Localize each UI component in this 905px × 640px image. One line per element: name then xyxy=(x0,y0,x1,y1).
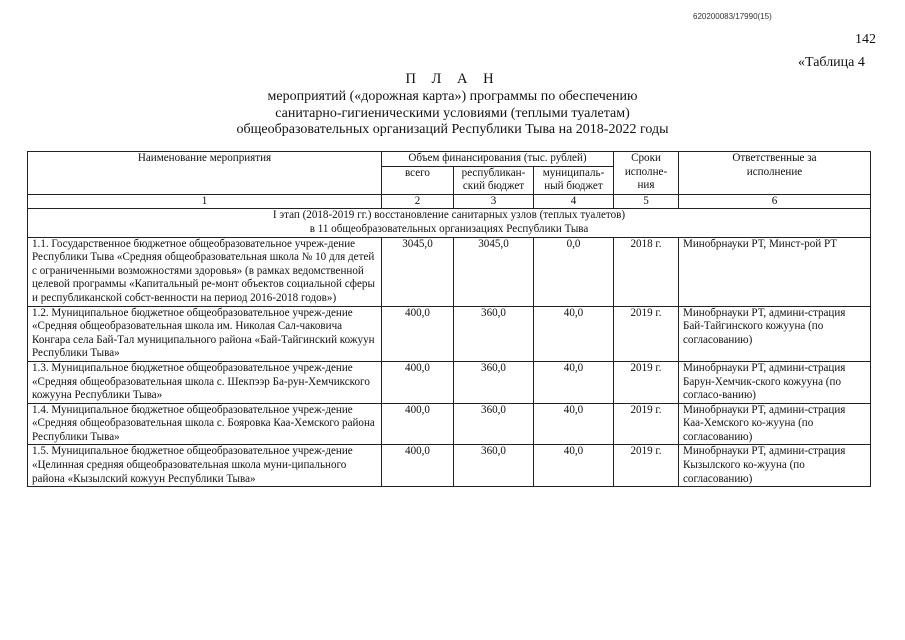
table-row xyxy=(28,403,871,445)
header-total: всего xyxy=(382,166,454,194)
column-number: 5 xyxy=(614,194,679,209)
header-municipal: муниципаль-ный бюджет xyxy=(534,166,614,194)
column-number: 6 xyxy=(679,194,871,209)
column-numbers-row xyxy=(28,194,871,209)
funding-municipal: 40,0 xyxy=(534,306,614,361)
funding-municipal: 40,0 xyxy=(534,403,614,445)
column-number: 1 xyxy=(28,194,382,209)
column-number: 3 xyxy=(454,194,534,209)
table-row xyxy=(28,237,871,306)
header-responsible: Ответственные за исполнение xyxy=(679,152,871,195)
funding-municipal: 40,0 xyxy=(534,361,614,403)
plan-table xyxy=(27,151,871,487)
responsible: Минобрнауки РТ, админи-страция Кызылского ко-жууна (по согласованию) xyxy=(679,445,871,487)
deadline: 2018 г. xyxy=(614,237,679,306)
funding-total: 400,0 xyxy=(382,361,454,403)
deadline: 2019 г. xyxy=(614,361,679,403)
funding-republic: 3045,0 xyxy=(454,237,534,306)
subtitle-line: общеобразовательных организаций Республики Тыва на 2018-2022 годы xyxy=(236,122,669,137)
funding-total: 400,0 xyxy=(382,445,454,487)
column-number: 4 xyxy=(534,194,614,209)
funding-municipal: 0,0 xyxy=(534,237,614,306)
funding-municipal: 40,0 xyxy=(534,445,614,487)
header-name: Наименование мероприятия xyxy=(28,152,382,195)
deadline: 2019 г. xyxy=(614,306,679,361)
deadline: 2019 г. xyxy=(614,403,679,445)
subtitle-line: мероприятий («дорожная карта») программы по обеспечению xyxy=(267,89,638,104)
funding-republic: 360,0 xyxy=(454,306,534,361)
table-number: «Таблица 4 xyxy=(798,55,865,70)
responsible: Минобрнауки РТ, админи-страция Барун-Хемчик-ского кожууна (по согласо-ванию) xyxy=(679,361,871,403)
document-title: П Л А Н xyxy=(405,71,500,87)
stage-line: I этап (2018-2019 гг.) восстановление санитарных узлов (теплых туалетов) xyxy=(272,209,626,222)
funding-total: 400,0 xyxy=(382,306,454,361)
activity-name: 1.3. Муниципальное бюджетное общеобразовательное учреж-дение «Средняя общеобразовательная школа с. Шекпээр Ба-рун-Хемчикского кожууна Республики Тыва» xyxy=(28,361,382,403)
header-funding: Объем финансирования (тыс. рублей) xyxy=(382,152,614,167)
stage-row xyxy=(28,209,871,237)
activity-name: 1.5. Муниципальное бюджетное общеобразовательное учреж-дение «Целинная средняя общеобразовательная школа муни-ципального района «Кызылский кожуун Республики Тыва» xyxy=(28,445,382,487)
funding-republic: 360,0 xyxy=(454,403,534,445)
header-republic: республикан-ский бюджет xyxy=(454,166,534,194)
table-row xyxy=(28,306,871,361)
activity-name: 1.4. Муниципальное бюджетное общеобразовательное учреж-дение «Средняя общеобразовательная школа с. Бояровка Каа-Хемского района Республики Тыва» xyxy=(28,403,382,445)
subtitle-line: санитарно-гигиеническими условиями (теплыми туалетам) xyxy=(275,105,630,121)
funding-total: 3045,0 xyxy=(382,237,454,306)
responsible: Минобрнауки РТ, админи-страция Бай-Тайгинского кожууна (по согласованию) xyxy=(679,306,871,361)
stage-line: в 11 общеобразовательных организациях Республики Тыва xyxy=(309,222,589,235)
stage-heading xyxy=(28,209,871,237)
activity-name: 1.2. Муниципальное бюджетное общеобразовательное учреж-дение «Средняя общеобразовательная школа им. Николая Сал-чаковича Конгара села Бай-Тал муниципального района «Бай-Тайгинский кожуун Республики Тыва» xyxy=(28,306,382,361)
activity-name: 1.1. Государственное бюджетное общеобразовательное учреж-дение Республики Тыва «Средняя общеобразовательная школа № 10 для детей с ограниченными возможностями здоровья» (в рамках ведомственной целевой программы «Капитальный ре-монт объектов социальной сферы и республиканской собст-венности на период 2016-2018 годов») xyxy=(28,237,382,306)
funding-republic: 360,0 xyxy=(454,361,534,403)
page-number: 142 xyxy=(855,32,876,47)
responsible: Минобрнауки РТ, админи-страция Каа-Хемского ко-жууна (по согласованию) xyxy=(679,403,871,445)
table-header-row xyxy=(28,152,871,167)
funding-total: 400,0 xyxy=(382,403,454,445)
header-deadline: Сроки исполне-ния xyxy=(614,152,679,195)
funding-republic: 360,0 xyxy=(454,445,534,487)
document-id: 620200083/17990(15) xyxy=(693,12,772,21)
column-number: 2 xyxy=(382,194,454,209)
document-subtitle xyxy=(0,89,905,139)
table-row xyxy=(28,445,871,487)
responsible: Минобрнауки РТ, Минст-рой РТ xyxy=(679,237,871,306)
table-row xyxy=(28,361,871,403)
deadline: 2019 г. xyxy=(614,445,679,487)
